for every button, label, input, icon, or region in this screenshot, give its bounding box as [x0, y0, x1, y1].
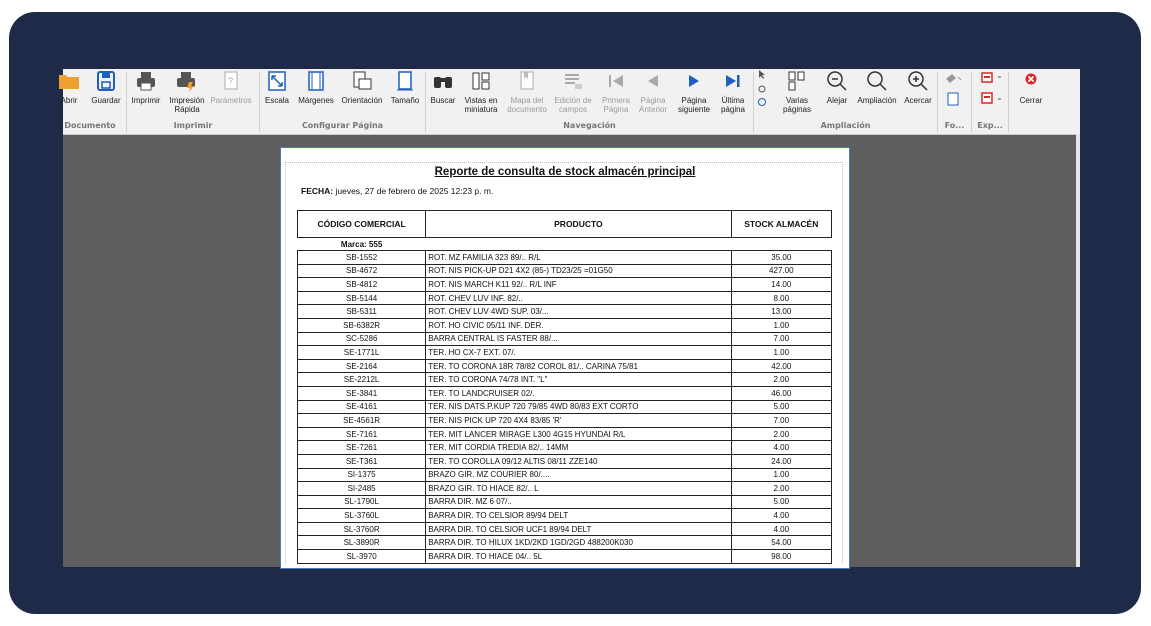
table-row: [298, 468, 832, 482]
cell-stock: 98.00: [731, 550, 831, 564]
zoom-in-button[interactable]: Acercar: [903, 69, 933, 121]
column-header-product: PRODUCTO: [426, 211, 731, 238]
cell-code: SB-1552: [298, 251, 426, 265]
cell-code: SE-4161: [298, 400, 426, 414]
cell-product: ROT. NIS MARCH K11 92/.. R/L INF: [426, 278, 731, 292]
stock-table: [297, 210, 832, 564]
cell-product: ROT. NIS PICK-UP D21 4X2 (85-) TD23/25 =01G50: [426, 264, 731, 278]
next-page-button[interactable]: Página siguiente: [675, 69, 713, 121]
page-color-button[interactable]: [941, 69, 967, 121]
open-button[interactable]: Abrir: [57, 69, 81, 121]
table-row: [298, 278, 832, 292]
folder-icon: [57, 69, 81, 93]
table-row: [298, 522, 832, 536]
cell-product: TER. TO LANDCRUISER 02/.: [426, 386, 731, 400]
search-button[interactable]: Buscar: [429, 69, 457, 121]
magnifier-icon: [865, 69, 889, 93]
cell-stock: 4.00: [731, 522, 831, 536]
cell-code: SB-6382R: [298, 318, 426, 332]
cell-stock: 1.00: [731, 318, 831, 332]
cell-code: SL-3970: [298, 550, 426, 564]
orientation-button[interactable]: Orientación: [340, 69, 384, 121]
table-row: [298, 441, 832, 455]
pointer-icon: [756, 69, 770, 93]
document-map-button[interactable]: Mapa del documento: [505, 69, 549, 121]
cell-product: TER. TO COROLLA 09/12 ALTIS 08/11 ZZE140: [426, 454, 731, 468]
cell-product: ROT. CHEV LUV INF. 82/..: [426, 291, 731, 305]
thumbnails-icon: [469, 69, 493, 93]
cell-product: TER. NIS DATS.P.KUP 720 79/85 4WD 80/83 EXT CORTO: [426, 400, 731, 414]
table-row: [298, 550, 832, 564]
margins-icon: [304, 69, 328, 93]
cell-code: SL-1790L: [298, 495, 426, 509]
table-row: [298, 482, 832, 496]
table-row: [298, 400, 832, 414]
cell-code: SB-5311: [298, 305, 426, 319]
report-page: [280, 147, 850, 569]
next-page-icon: [682, 69, 706, 93]
orientation-icon: [350, 69, 374, 93]
brand-label: Marca: 555: [340, 239, 383, 249]
multiple-pages-button[interactable]: Varias páginas: [777, 69, 817, 121]
cell-code: SB-4672: [298, 264, 426, 278]
group-documento: Documento: [64, 121, 116, 130]
table-row: [298, 251, 832, 265]
cell-product: TER. HO CX-7 EXT. 07/.: [426, 346, 731, 360]
cell-stock: 24.00: [731, 454, 831, 468]
cell-stock: 7.00: [731, 414, 831, 428]
cell-code: SI-1375: [298, 468, 426, 482]
table-row: [298, 373, 832, 387]
cell-stock: 2.00: [731, 373, 831, 387]
zoom-in-icon: [906, 69, 930, 93]
group-imprimir: Imprimir: [173, 121, 213, 130]
quick-printer-icon: [174, 69, 198, 93]
cell-product: TER. NIS PICK UP 720 4X4 83/85 'R': [426, 414, 731, 428]
document-map-icon: [515, 69, 539, 93]
svg-text:?: ?: [228, 76, 234, 86]
cell-stock: 4.00: [731, 509, 831, 523]
thumbnails-button[interactable]: Vistas en miniatura: [462, 69, 500, 121]
cell-product: ROT. MZ FAMILIA 323 89/.. R/L: [426, 251, 731, 265]
column-header-code: CÓDIGO COMERCIAL: [298, 211, 426, 238]
print-button[interactable]: Imprimir: [130, 69, 162, 121]
cell-stock: 5.00: [731, 400, 831, 414]
cell-code: SI-2485: [298, 482, 426, 496]
table-row: [298, 427, 832, 441]
cell-code: SB-5144: [298, 291, 426, 305]
cell-code: SE-7161: [298, 427, 426, 441]
zoom-out-icon: [825, 69, 849, 93]
table-row: [298, 359, 832, 373]
table-row: [298, 495, 832, 509]
cell-code: SE-3841: [298, 386, 426, 400]
cell-product: TER. TO CORONA 74/78 INT. "L": [426, 373, 731, 387]
cell-product: ROT. CHEV LUV 4WD SUP. 03/...: [426, 305, 731, 319]
first-page-icon: [604, 69, 628, 93]
first-page-button[interactable]: Primera Página: [599, 69, 633, 121]
cell-stock: 14.00: [731, 278, 831, 292]
cell-code: SE-2164: [298, 359, 426, 373]
table-row: [298, 305, 832, 319]
table-row: [298, 509, 832, 523]
quick-print-button[interactable]: Impresión Rápida: [167, 69, 205, 121]
page-size-icon: [393, 69, 417, 93]
scale-button[interactable]: Escala: [264, 69, 290, 121]
multiple-pages-icon: [785, 69, 809, 93]
previous-page-icon: [641, 69, 665, 93]
table-row: [298, 332, 832, 346]
table-row: [298, 414, 832, 428]
cell-stock: 42.00: [731, 359, 831, 373]
cell-product: BRAZO GIR. TO HIACE 82/.. L: [426, 482, 731, 496]
paint-icon: [942, 69, 966, 109]
print-preview-window: [60, 69, 1080, 567]
cell-product: BARRA CENTRAL IS FASTER 88/...: [426, 332, 731, 346]
cell-stock: 7.00: [731, 332, 831, 346]
parameters-button[interactable]: ? Parámetros: [209, 69, 253, 121]
cell-stock: 8.00: [731, 291, 831, 305]
field-edit-icon: [561, 69, 585, 93]
binoculars-icon: [431, 69, 455, 93]
table-row: [298, 536, 832, 550]
margins-button[interactable]: Márgenes: [296, 69, 336, 121]
cell-code: SE-1771L: [298, 346, 426, 360]
cell-stock: 13.00: [731, 305, 831, 319]
table-row: [298, 291, 832, 305]
table-row: [298, 386, 832, 400]
column-header-stock: STOCK ALMACÉN: [731, 211, 831, 238]
close-icon: [1019, 69, 1043, 93]
cell-product: TER. MIT CORDIA TREDIA 82/.. 14MM: [426, 441, 731, 455]
previous-page-button[interactable]: Página Anterior: [636, 69, 670, 121]
table-row: [298, 454, 832, 468]
cell-product: BARRA DIR. TO HIACE 04/.. 5L: [426, 550, 731, 564]
table-row: [298, 264, 832, 278]
group-navegacion: Navegación: [563, 121, 616, 130]
close-button[interactable]: Cerrar: [1015, 69, 1047, 121]
parameters-icon: [219, 69, 243, 93]
cell-code: SE-2212L: [298, 373, 426, 387]
cell-code: SB-4812: [298, 278, 426, 292]
save-icon: [94, 69, 118, 93]
field-edit-button[interactable]: Edición de campos: [553, 69, 593, 121]
cell-stock: 2.00: [731, 482, 831, 496]
save-button[interactable]: Guardar: [89, 69, 123, 121]
cell-stock: 5.00: [731, 495, 831, 509]
cell-stock: 4.00: [731, 441, 831, 455]
group-exp: Exp...: [977, 121, 1003, 130]
cell-stock: 427.00: [731, 264, 831, 278]
cell-code: SC-5286: [298, 332, 426, 346]
cell-stock: 2.00: [731, 427, 831, 441]
cell-code: SL-3760R: [298, 522, 426, 536]
cell-stock: 1.00: [731, 468, 831, 482]
cell-code: SL-3890R: [298, 536, 426, 550]
zoom-button[interactable]: Ampliación: [857, 69, 897, 121]
group-fo: Fo...: [944, 121, 965, 130]
printer-icon: [134, 69, 158, 93]
cell-product: BARRA DIR. TO CELSIOR UCF1 89/94 DELT: [426, 522, 731, 536]
cell-product: TER. TO CORONA 18R 78/82 COROL 81/.. CARINA 75/81: [426, 359, 731, 373]
group-configurar-pagina: Configurar Página: [301, 121, 384, 130]
cell-code: SE-7261: [298, 441, 426, 455]
cell-product: BRAZO GIR. MZ COURIER 80/....: [426, 468, 731, 482]
cell-product: BARRA DIR. TO CELSIOR 89/94 DELT: [426, 509, 731, 523]
size-button[interactable]: Tamaño: [390, 69, 420, 121]
scrollbar[interactable]: [1076, 134, 1080, 567]
cell-code: SL-3760L: [298, 509, 426, 523]
cell-product: BARRA DIR. MZ 6 07/..: [426, 495, 731, 509]
report-title: Reporte de consulta de stock almacén principal: [434, 166, 696, 178]
group-ampliacion: Ampliación: [820, 121, 871, 130]
cell-code: SE-T361: [298, 454, 426, 468]
cell-product: ROT. HO CIVIC 05/11 INF. DER.: [426, 318, 731, 332]
export-icon: [978, 69, 1002, 109]
zoom-out-button[interactable]: Alejar: [823, 69, 851, 121]
cell-stock: 54.00: [731, 536, 831, 550]
pointer-tools[interactable]: [755, 69, 771, 121]
last-page-button[interactable]: Última página: [717, 69, 749, 121]
export-button[interactable]: [975, 69, 1005, 121]
scale-icon: [265, 69, 289, 93]
cell-product: TER. MIT LANCER MIRAGE L300 4G15 HYUNDAI R/L: [426, 427, 731, 441]
cell-product: BARRA DIR. TO HILUX 1KD/2KD 1GD/2GD 488200K030: [426, 536, 731, 550]
cell-stock: 46.00: [731, 386, 831, 400]
report-date: FECHA: jueves, 27 de febrero de 2025 12:23 p. m.: [301, 186, 494, 196]
cell-stock: 1.00: [731, 346, 831, 360]
table-row: [298, 346, 832, 360]
cell-code: SE-4561R: [298, 414, 426, 428]
cell-stock: 35.00: [731, 251, 831, 265]
table-row: [298, 318, 832, 332]
ribbon-toolbar: [60, 69, 1080, 135]
last-page-icon: [721, 69, 745, 93]
